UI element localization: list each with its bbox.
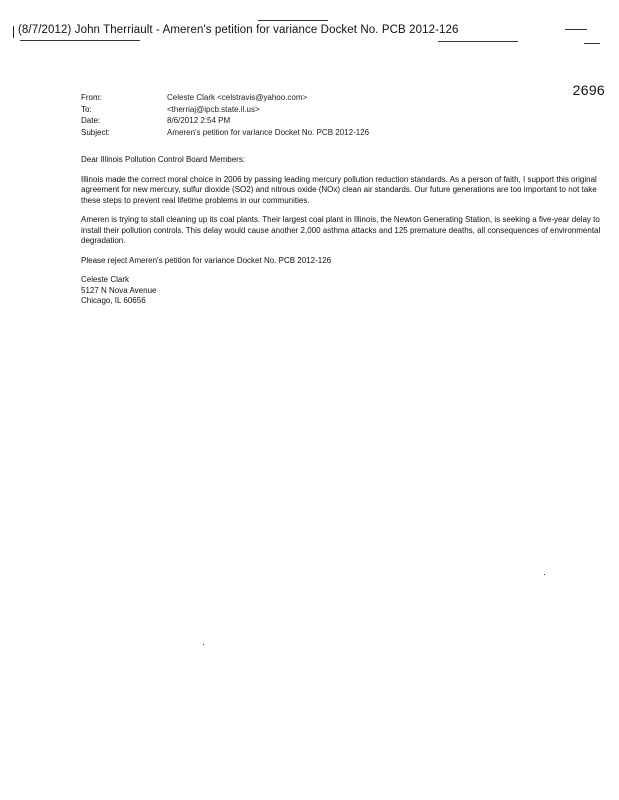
signature-street: 5127 N Nova Avenue [81, 285, 157, 295]
header-value-subject: Ameren's petition for variance Docket No. PCB 2012-126 [167, 127, 370, 137]
email-headers [81, 92, 369, 138]
scan-speck [544, 574, 545, 575]
document-title-bar: (8/7/2012) John Therriault - Ameren's petition for variance Docket No. PCB 2012-126 [18, 24, 459, 36]
header-row-to [81, 104, 369, 116]
title-rule-right [438, 41, 518, 42]
header-value-date: 8/6/2012 2:54 PM [167, 116, 231, 125]
scan-speck [203, 644, 204, 645]
email-paragraph: Illinois made the correct moral choice in 2006 by passing leading mercury pollution reduction standards. As a person of faith, I support this original agreement for new mercury, sulfur dioxide (SO2) and nitrous oxide (NOx) clean air standards. Our future generations are too important to not take these steps to prevent real lifetime problems in our communities. [81, 174, 597, 205]
header-value-to: <therriaj@ipcb.state.il.us> [167, 104, 260, 114]
bates-number: 2696 [572, 82, 605, 98]
header-value-from: Celeste Clark <celstravis@yahoo.com> [167, 93, 308, 102]
header-row-subject [81, 127, 369, 139]
title-left-tick [13, 26, 14, 38]
email-paragraph: Please reject Ameren's petition for variance Docket No. PCB 2012-126 [81, 255, 332, 265]
header-label: To: [81, 104, 92, 114]
email-paragraph: Ameren is trying to stall cleaning up its coal plants. Their largest coal plant in Illinois, the Newton Generating Station, is seeking a five-year delay to install their pollution controls. This delay would cause another 2,000 asthma attacks and 125 premature deaths, all consequences of environmental degradation. [81, 215, 601, 245]
email-body [81, 155, 601, 307]
title-rule-left [20, 40, 140, 41]
title-rule-corner [584, 43, 600, 44]
header-label: Date: [81, 116, 101, 125]
title-rule-far-right [565, 29, 587, 30]
signature-city: Chicago, IL 60656 [81, 296, 146, 305]
title-rule-middle [258, 20, 328, 21]
header-label: From: [81, 93, 102, 102]
email-greeting: Dear Illinois Pollution Control Board Members: [81, 155, 246, 164]
header-row-date [81, 115, 369, 127]
signature-name: Celeste Clark [81, 275, 130, 284]
header-label: Subject: [81, 127, 110, 137]
header-row-from [81, 92, 369, 104]
email-signature [81, 275, 601, 307]
